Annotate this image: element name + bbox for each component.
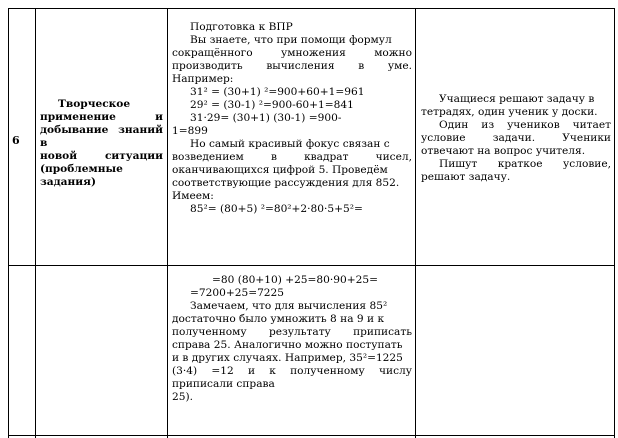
word: можно [374, 47, 412, 59]
paragraph-line: соответствующие рассуждения для 852. [172, 177, 400, 189]
word: производить [172, 60, 243, 72]
table-divider-col1 [35, 8, 36, 438]
word: возведением [172, 151, 244, 163]
table-border-right [614, 8, 615, 438]
paragraph-line: 25). [172, 391, 193, 403]
paragraph-line: Вы знаете, что при помощи формул [190, 34, 392, 46]
paragraph-line [421, 132, 611, 145]
word: краткое [497, 158, 543, 170]
word: задачи. [492, 132, 536, 144]
table-divider-col2 [167, 8, 168, 438]
word: приписать [353, 326, 412, 338]
paragraph-line: Учащиеся решают задачу в [439, 93, 595, 105]
word: к [269, 365, 276, 377]
word: Пишут [439, 158, 478, 170]
stage-line [40, 111, 163, 124]
paragraph-line: отвечают на вопрос учителя. [421, 145, 586, 157]
paragraph-line: Но самый красивый фокус связан с [190, 138, 390, 150]
word: (3·4) [172, 365, 198, 377]
paragraph-line: Имеем: [172, 190, 214, 202]
stage-word: новой [40, 150, 78, 162]
example-line: 31·29= (30+1) (30-1) =900- [190, 112, 342, 124]
table-row-divider [8, 265, 615, 266]
paragraph-line [172, 326, 412, 339]
table-border-top [8, 8, 615, 9]
paragraph-line [421, 158, 611, 171]
paragraph-line: справа 25. Аналогично можно поступать [172, 339, 403, 351]
word: Один [439, 119, 469, 131]
paragraph-line: оканчивающихся цифрой 5. Проведём [172, 164, 388, 176]
paragraph-line: решают задачу. [421, 171, 511, 183]
teacher-activity-top [172, 21, 412, 216]
table-border-left [8, 8, 9, 438]
word: полученному [290, 365, 365, 377]
word: и [247, 365, 256, 377]
paragraph-line [172, 47, 412, 60]
paragraph-line [172, 151, 412, 164]
word: вычисления [266, 60, 335, 72]
stage-line: Творческое [58, 98, 131, 110]
stage-line: (проблемные [40, 163, 123, 175]
word: сокращённого [172, 47, 253, 59]
word: квадрат [304, 151, 349, 163]
paragraph-line [172, 365, 412, 378]
paragraph-line: Замечаем, что для вычисления 85² [190, 300, 388, 312]
teacher-activity-bottom [172, 274, 412, 404]
example-line: 85²= (80+5) ²=80²+2·80·5+5²= [190, 203, 363, 215]
row-number: 6 [12, 134, 20, 147]
stage-line [40, 150, 163, 163]
calc-line: =7200+25=7225 [190, 287, 285, 299]
word: учеников [507, 119, 560, 131]
word: чисел, [375, 151, 412, 163]
word: числу [379, 365, 412, 377]
word: читает [572, 119, 611, 131]
word: результату [268, 326, 331, 338]
word: уме. [387, 60, 412, 72]
word: из [481, 119, 495, 131]
paragraph-line: и в других случаях. Например, 35²=1225 [172, 352, 403, 364]
example-line: 31² = (30+1) ²=900+60+1=961 [190, 86, 365, 98]
example-line: 1=899 [172, 125, 208, 137]
paragraph-line [172, 60, 412, 73]
stage-word: применение [40, 111, 116, 123]
stage-line: добывание знаний в [40, 124, 163, 149]
stage-word: ситуации [104, 150, 163, 162]
stage-line: задания) [40, 176, 96, 188]
table-row-divider-bottom [8, 435, 615, 436]
paragraph-line: достаточно было умножить 8 на 9 и к [172, 313, 385, 325]
word: полученному [172, 326, 247, 338]
students-activity [421, 93, 611, 184]
word: условие, [563, 158, 611, 170]
example-line: 29² = (30-1) ²=900-60+1=841 [190, 99, 354, 111]
word: умножения [281, 47, 346, 59]
paragraph-line [421, 119, 611, 132]
section-title: Подготовка к ВПР [190, 21, 293, 33]
table-divider-col3 [415, 8, 416, 438]
stage-word: и [155, 111, 163, 123]
word: =12 [211, 365, 234, 377]
word: Ученики [562, 132, 611, 144]
paragraph-line: приписали справа [172, 378, 275, 390]
word: условие [421, 132, 466, 144]
paragraph-line: тетрадях, один ученик у доски. [421, 106, 598, 118]
calc-line: =80 (80+10) +25=80·90+25= [212, 274, 378, 286]
word: в [358, 60, 365, 72]
paragraph-line: Например: [172, 73, 234, 85]
word: в [270, 151, 277, 163]
stage-cell [40, 98, 163, 189]
